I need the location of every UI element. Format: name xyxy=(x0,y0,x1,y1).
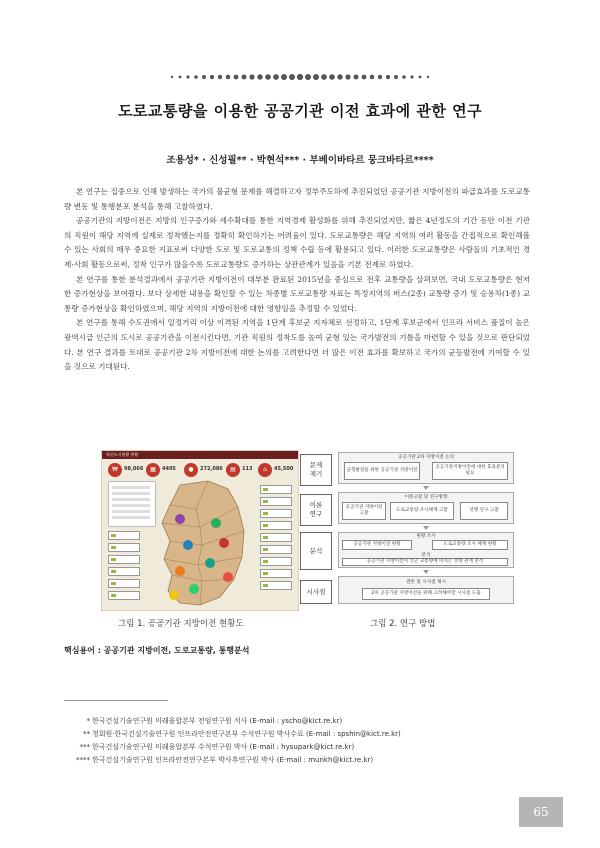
abstract xyxy=(64,185,530,375)
region-box xyxy=(108,531,140,540)
region-box xyxy=(260,545,292,554)
footnote xyxy=(64,742,524,752)
conclusion-box: 2차 공공기관 지방이전을 위해 고려해야할 시사점 도출 xyxy=(362,588,490,600)
footnote-mark: * xyxy=(86,717,90,725)
korea-map xyxy=(150,479,254,609)
region-box xyxy=(108,579,140,588)
region-box xyxy=(260,509,292,518)
survey-box: 도로교통량 조사 체계 현황 xyxy=(432,540,508,550)
region-box xyxy=(260,485,292,494)
region-box xyxy=(260,521,292,530)
abstract-paragraph: 본 연구를 통한 분석결과에서 공공기관 지방이전이 대부분 완료된 2015년을 중심으로 전후 교통량을 살펴보면, 국내 도로교통량은 현저한 증가현상을 보여줬다. 보다 상세한 내용을 확인할 수 있는 차종별 도로교통량 자료는 특정지역의 버스(2종) 교통량 증가 및 승용차(1종) 교통량 증가현상을 확인하였으며, 해당 지역의 지방이전에 대한 영향임을 추정할 수 있었다. xyxy=(64,274,530,313)
figure-1-relocation-map xyxy=(101,450,299,611)
conclusion-header: 결론 및 시사점 제시 xyxy=(406,580,446,585)
stat-value: 4405 xyxy=(162,466,176,472)
analysis-header: 분석 xyxy=(421,553,431,558)
footnote-mark: ** xyxy=(83,730,90,738)
down-arrow-icon xyxy=(423,526,429,530)
stage-problem: 문제 제기 xyxy=(300,454,332,486)
stat-value: 45,500 xyxy=(274,466,294,472)
region-box xyxy=(108,567,140,576)
building-icon: ▦ xyxy=(146,463,160,477)
footnote-divider xyxy=(64,700,168,701)
down-arrow-icon xyxy=(423,486,429,490)
region-box xyxy=(260,581,292,590)
footnote-mark: *** xyxy=(79,743,90,751)
people-icon: ● xyxy=(184,463,198,477)
page-title: 도로교통량을 이용한 공공기관 이전 효과에 관한 연구 xyxy=(117,102,483,120)
abstract-paragraph: 본 연구는 집중으로 인해 발생하는 국가의 불균형 문제를 해결하고자 정부주도하에 추진되었던 공공기관 지방이전의 파급효과를 도로교통량 변동 및 통행분포 분석을 통해 고찰하였다. xyxy=(64,187,530,211)
house-icon: ⌂ xyxy=(258,463,272,477)
stage-analysis: 분석 xyxy=(300,532,332,570)
region-box xyxy=(260,557,292,566)
stage-theory: 이론 연구 xyxy=(300,494,332,526)
down-arrow-icon xyxy=(423,570,429,574)
stat-value: 272,086 xyxy=(200,466,223,472)
footnote-mark: **** xyxy=(76,756,90,764)
won-icon: ₩ xyxy=(108,463,122,477)
problem-box: 공공기관지방이전에 대한 효과분석 필요 xyxy=(432,462,508,480)
footnote xyxy=(64,716,524,726)
office-icon: ▤ xyxy=(226,463,240,477)
footnote xyxy=(64,755,524,765)
survey-box: 공공기관 지방이전 현황 xyxy=(342,540,412,550)
figure-1-caption: 그림 1. 공공기관 지방이전 현황도 xyxy=(118,619,244,629)
author-list: 조용성* · 신성필** · 박현석*** · 부베이바타르 뭉크바타르**** xyxy=(166,155,434,166)
region-box xyxy=(108,543,140,552)
problem-header: 공공기관 2차 지방이전 논의 xyxy=(397,455,455,460)
region-box xyxy=(260,497,292,506)
footnote-text: 청회원·한국건설기술연구원 인프라안전연구본부 수석연구원 박사수료 (E-mail : spshin@kict.re.kr) xyxy=(92,730,401,738)
region-box xyxy=(108,591,140,600)
figure-2-caption: 그림 2. 연구 방법 xyxy=(370,619,436,629)
analysis-box: 공공기관 지방이전이 인근 교통량에 미치는 영향 관계 분석 xyxy=(342,558,508,566)
footnote xyxy=(64,729,524,739)
figure-1-header: 혁신도시현황 현황 xyxy=(102,451,298,459)
theory-header: 이론고찰 및 연구방향 xyxy=(404,495,448,500)
theory-box: 도로교통량 조사체계 고찰 xyxy=(390,502,454,520)
stage-implication: 시사점 xyxy=(300,580,332,604)
theory-box: 공공기관 지방이전 고찰 xyxy=(342,502,386,520)
footnote-text: 한국건설기술연구원 미래융합본부 수석연구원 박사 (E-mail : hysupark@kict.re.kr) xyxy=(92,743,355,751)
survey-header: 현황 조사 xyxy=(416,534,436,539)
keywords: 핵심용어 : 공공기관 지방이전, 도로교통량, 통행분석 xyxy=(64,646,250,655)
region-box xyxy=(260,533,292,542)
region-box xyxy=(260,569,292,578)
footnote-text: 한국건설기술연구원 미래융합본부 전임연구원 석사 (E-mail : yscho@kict.re.kr) xyxy=(92,717,343,725)
figure-2-research-flow xyxy=(300,452,522,612)
problem-box: 균형발전을 위한 공공기관 지방이전 xyxy=(344,462,420,480)
abstract-paragraph: 공공기관의 지방이전은 지방의 인구증가와 세수확대를 통한 지역경제 활성화를 위해 추진되었지만, 짧은 4년정도의 기간 동안 이전 기관의 직원이 해당 지역에 실제로 정착했는지를 정확히 확인하기는 어려움이 있다. 도로교통량은 해당 지역의 여러 활동을 간접적으로 확인해볼 수 있는 사회의 매우 중요한 지표로써 다양한 도로 및 도로교통의 정책 수립 등에 활용되고 있다. 이러한 도로교통량은 사람들의 기초적인 경제·사회 활동으로써, 정착 인구가 많을수록 도로교통량도 증가하는 상관관계가 있음을 기본 전제로 하였다. xyxy=(64,216,530,269)
figure-1-stat-bar xyxy=(108,463,294,477)
stat-value: 98,066 xyxy=(124,466,144,472)
page-number: 65 xyxy=(519,797,563,827)
region-box xyxy=(108,555,140,564)
figure-1-legend xyxy=(108,481,156,527)
decorative-dot-row xyxy=(0,72,600,82)
abstract-paragraph: 본 연구를 통해 수도권에서 일정거리 이상 이격된 지역을 1단계 후보군 지자체로 선정하고, 1단계 후보군에서 인프라 서비스 품질이 높은 광역시급 인근의 도시로 공공기관을 이전시킨다면, 기관 직원의 정착도를 높여 균형 있는 국가발전의 기틀을 마련할 수 있을 것으로 판단되었다. 본 연구 결과를 토대로 공공기관 2차 지방이전에 대한 논의를 고려한다면 더 많은 이전 효과를 확보하고 국가의 균등발전에 기여할 수 있을 것으로 기대된다. xyxy=(64,318,530,372)
theory-box: 선행 연구 고찰 xyxy=(460,502,508,520)
stat-value: 113 xyxy=(242,466,253,472)
footnote-text: 한국건설기술연구원 인프라안전연구본부 박사후연구원 박사 (E-mail : munkh@kict.re.kr) xyxy=(92,756,374,764)
